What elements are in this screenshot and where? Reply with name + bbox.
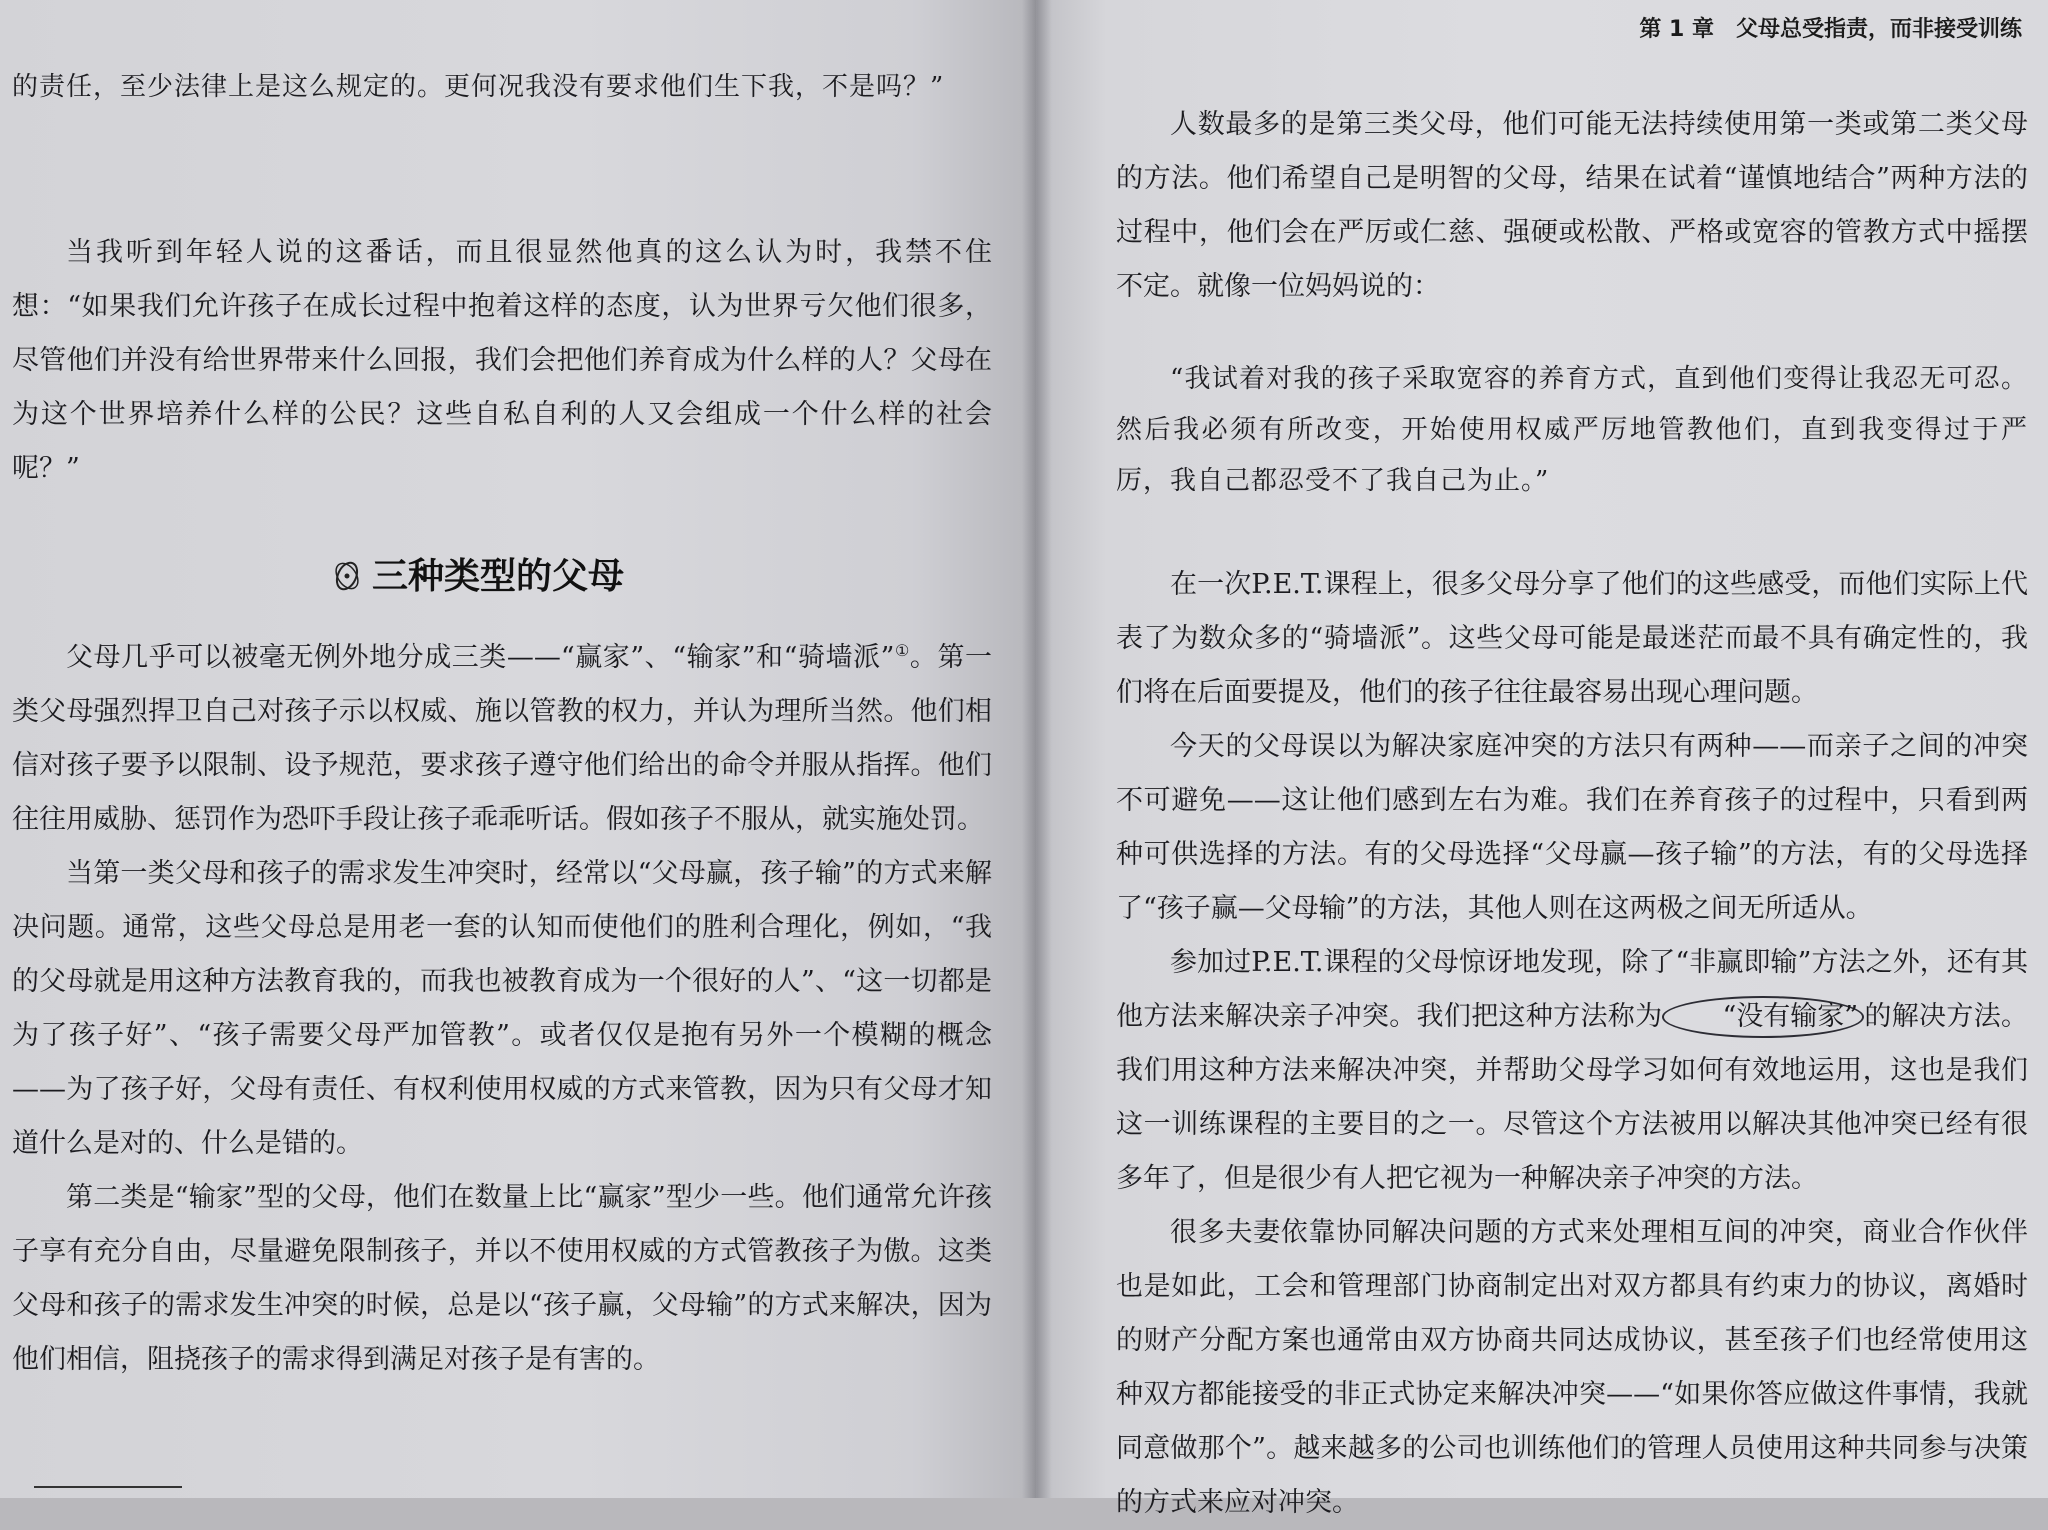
right-paragraph-3: 今天的父母误以为解决家庭冲突的方法只有两种——而亲子之间的冲突不可避免——这让他们感到左右为难。我们在养育孩子的过程中，只看到两种可供选择的方法。有的父母选择“父母赢—孩子输”的方法，有的父母选择了“孩子赢—父母输”的方法，其他人则在这两极之间无所适从。	[1116, 731, 2028, 924]
left-paragraph-2-b: 。第一类父母强烈捍卫自己对孩子示以权威、施以管教的权力，并认为理所当然。他们相信对孩子要予以限制、设予规范，要求孩子遵守他们给出的命令并服从指挥。他们往往用威胁、惩罚作为恐吓手段让孩子乖乖听话。假如孩子不服从，就实施处罚。	[12, 642, 992, 835]
right-paragraph-1: 人数最多的是第三类父母，他们可能无法持续使用第一类或第二类父母的方法。他们希望自己是明智的父母，结果在试着“谨慎地结合”两种方法的过程中，他们会在严厉或仁慈、强硬或松散、严格或宽容的管教方式中摇摆不定。就像一位妈妈说的：	[1116, 109, 2028, 302]
footnote-marker[interactable]: ①	[894, 641, 910, 660]
right-block-1	[1116, 98, 2028, 314]
right-page	[1036, 0, 2048, 1518]
atom-icon	[330, 554, 364, 594]
left-page	[0, 0, 1036, 1498]
section-heading	[330, 548, 624, 599]
circled-term: “没有输家”	[1662, 996, 1864, 1038]
right-paragraph-4	[1116, 936, 2028, 1206]
left-paragraph-4: 第二类是“输家”型的父母，他们在数量上比“赢家”型少一些。他们通常允许孩子享有充分自由，尽量避免限制孩子，并以不使用权威的方式管教孩子为傲。这类父母和孩子的需求发生冲突的时候，总是以“孩子赢，父母输”的方式来解决，因为他们相信，阻挠孩子的需求得到满足对孩子是有害的。	[12, 1182, 992, 1375]
mother-quote: “我试着对我的孩子采取宽容的养育方式，直到他们变得让我忍无可忍。然后我必须有所改变，开始使用权威严厉地管教他们，直到我变得过于严厉，我自己都忍受不了我自己为止。”	[1116, 364, 2028, 496]
paragraph-block-1	[12, 226, 992, 496]
top-continuation: 的责任，至少法律上是这么规定的。更何况我没有要求他们生下我，不是吗？”	[12, 72, 945, 102]
book-gutter	[1022, 0, 1052, 1498]
right-paragraph-5: 很多夫妻依靠协同解决问题的方式来处理相互间的冲突，商业合作伙伴也是如此，工会和管理部门协商制定出对双方都具有约束力的协议，离婚时的财产分配方案也通常由双方协商共同达成协议，甚至孩子们也经常使用这种双方都能接受的非正式协定来解决冲突——“如果你答应做这件事情，我就同意做那个”。越来越多的公司也训练他们的管理人员使用这种共同参与决策的方式来应对冲突。	[1116, 1217, 2028, 1518]
right-paragraph-2: 在一次P.E.T.课程上，很多父母分享了他们的这些感受，而他们实际上代表了为数众多的“骑墙派”。这些父母可能是最迷茫而最不具有确定性的，我们将在后面要提及，他们的孩子往往最容易出现心理问题。	[1116, 569, 2028, 708]
right-body-block	[1116, 558, 2028, 1530]
chapter-running-head: 第 1 章 父母总受指责，而非接受训练	[1639, 17, 2022, 42]
quote-block	[1116, 354, 2028, 507]
section-title: 三种类型的父母	[372, 556, 625, 597]
footnote-divider	[34, 1486, 182, 1488]
left-paragraph-3: 当第一类父母和孩子的需求发生冲突时，经常以“父母赢，孩子输”的方式来解决问题。通常，这些父母总是用老一套的认知而使他们的胜利合理化，例如，“我的父母就是用这种方法教育我的，而我也被教育成为一个很好的人”、“这一切都是为了孩子好”、“孩子需要父母严加管教”。或者仅仅是抱有另外一个模糊的概念——为了孩子好，父母有责任、有权利使用权威的方式来管教，因为只有父母才知道什么是对的、什么是错的。	[12, 858, 992, 1159]
right-paragraph-4-b: 的解决方法。我们用这种方法来解决冲突，并帮助父母学习如何有效地运用，这也是我们这一训练课程的主要目的之一。尽管这个方法被用以解决其他冲突已经有很多年了，但是很少有人把它视为一种解决亲子冲突的方法。	[1116, 1001, 2029, 1194]
left-paragraph-2-a: 父母几乎可以被毫无例外地分成三类——“赢家”、“输家”和“骑墙派”	[66, 642, 895, 673]
left-paragraph-1: 当我听到年轻人说的这番话，而且很显然他真的这么认为时，我禁不住想：“如果我们允许孩子在成长过程中抱着这样的态度，认为世界亏欠他们很多，尽管他们并没有给世界带来什么回报，我们会把他们养育成为什么样的人？父母在为这个世界培养什么样的公民？这些自私自利的人又会组成一个什么样的社会呢？”	[12, 237, 992, 484]
right-paragraph-4-a: 参加过P.E.T.课程的父母惊讶地发现，除了“非赢即输”方法之外，还有其他方法来解决亲子冲突。我们把这种方法称为	[1116, 947, 2028, 1032]
body-block	[12, 624, 992, 1387]
top-continuation-block	[12, 62, 992, 113]
left-paragraph-2	[12, 624, 992, 847]
